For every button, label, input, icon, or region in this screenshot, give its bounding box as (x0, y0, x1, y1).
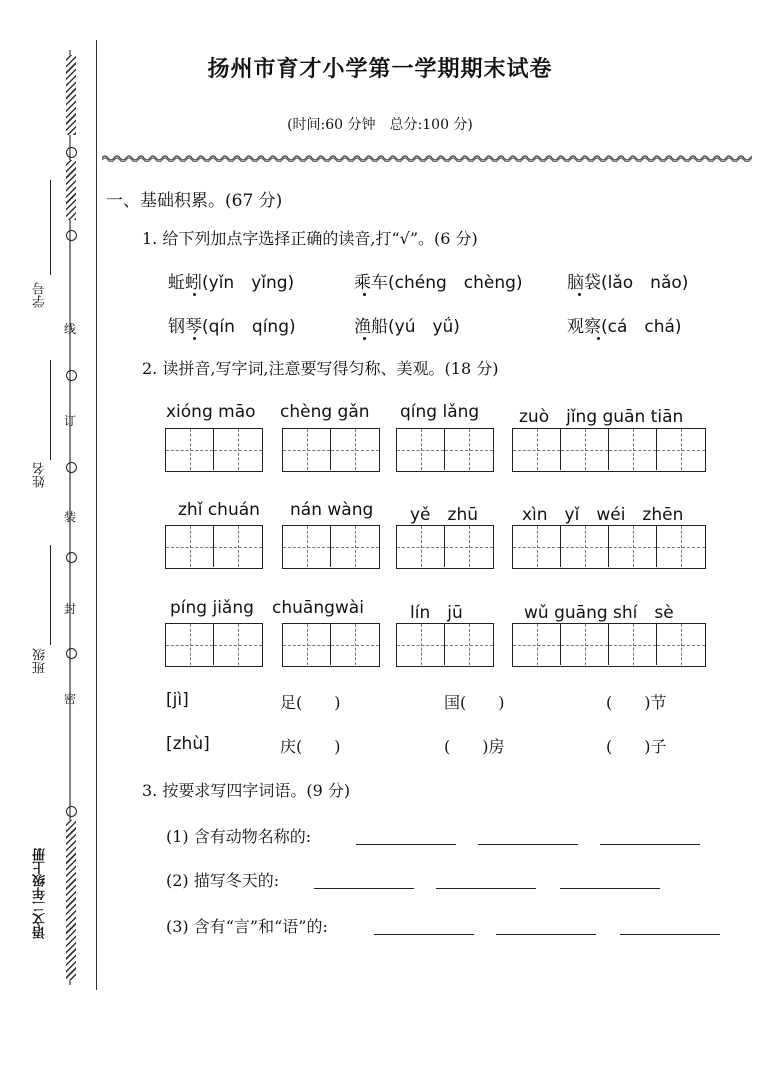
q2-prompt: 2. 读拼音,写字词,注意要写得匀称、美观。(18 分) (142, 359, 499, 378)
binding-rule (96, 40, 97, 990)
answer-line[interactable] (314, 888, 414, 889)
tianzige-grid[interactable] (512, 525, 706, 569)
emphasis-dot (193, 337, 196, 340)
q2-pinyin: lín jū (410, 603, 463, 623)
binding-mark: 订 (64, 414, 77, 428)
tianzige-grid[interactable] (512, 428, 706, 472)
q3-item: (1) 含有动物名称的: (166, 827, 312, 846)
q2-pinyin: chuāngwài (272, 598, 364, 618)
tianzige-grid[interactable] (165, 623, 263, 667)
q3-item: (2) 描写冬天的: (166, 871, 280, 890)
fill-blank[interactable]: 国( ) (444, 693, 505, 712)
emphasis-dot (363, 337, 366, 340)
q1-item[interactable]: 脑袋(lǎo nǎo) (567, 273, 689, 293)
q1-item[interactable]: 钢琴(qín qíng) (168, 317, 296, 337)
q2-pinyin: xióng māo (166, 402, 256, 422)
emphasis-dot (597, 337, 600, 340)
q1-item[interactable]: 渔船(yú yǘ) (354, 317, 460, 337)
answer-line[interactable] (620, 934, 720, 935)
emphasis-dot (363, 293, 366, 296)
q2-pinyin: wǔ guāng shí sè (524, 603, 674, 623)
header-wavy-divider (102, 154, 752, 162)
answer-line[interactable] (436, 888, 536, 889)
q2-pinyin: zuò jǐng guān tiān (519, 407, 684, 427)
emphasis-dot (193, 293, 196, 296)
q2-pinyin: zhǐ chuán (178, 500, 260, 520)
binding-hole (66, 462, 77, 473)
tianzige-grid[interactable] (165, 525, 263, 569)
q2-pinyin: yě zhū (410, 505, 478, 525)
binding-mark: 线 (64, 322, 77, 336)
xingming-label: 姓名 (33, 462, 48, 488)
binding-hole (66, 552, 77, 563)
answer-line[interactable] (560, 888, 660, 889)
fill-pinyin-label: [jì] (166, 690, 189, 710)
tianzige-grid[interactable] (165, 428, 263, 472)
q2-pinyin: xìn yǐ wéi zhēn (522, 505, 684, 525)
q2-pinyin: píng jiǎng (170, 598, 254, 618)
fill-blank[interactable]: ( )子 (606, 737, 667, 756)
tianzige-grid[interactable] (396, 428, 494, 472)
fill-blank[interactable]: ( )节 (606, 693, 667, 712)
tianzige-grid[interactable] (512, 623, 706, 667)
xingming-field[interactable] (50, 360, 51, 460)
banji-field[interactable] (50, 545, 51, 645)
binding-mark: 密 (64, 692, 77, 706)
q1-item[interactable]: 观察(cá chá) (567, 317, 682, 337)
book-label: 语文二年级上册 (33, 848, 48, 939)
binding-slash-2 (66, 820, 76, 980)
binding-hole (66, 147, 77, 158)
binding-slash-1 (66, 160, 76, 220)
answer-line[interactable] (496, 934, 596, 935)
q1-item[interactable]: 蚯蚓(yǐn yǐng) (168, 273, 295, 293)
q3-item: (3) 含有“言”和“语”的: (166, 917, 328, 936)
binding-hole (66, 806, 77, 817)
fill-pinyin-label: [zhù] (166, 734, 210, 754)
tianzige-grid[interactable] (396, 623, 494, 667)
binding-hole (66, 648, 77, 659)
q2-pinyin: nán wàng (290, 500, 374, 520)
q2-pinyin: qíng lǎng (400, 402, 480, 422)
xuehao-label: 学号 (33, 282, 48, 308)
tianzige-grid[interactable] (282, 428, 380, 472)
binding-hole (66, 370, 77, 381)
fill-blank[interactable]: 庆( ) (280, 737, 341, 756)
fill-blank[interactable]: 足( ) (280, 693, 341, 712)
tianzige-grid[interactable] (282, 525, 380, 569)
exam-subtitle: (时间:60 分钟 总分:100 分) (287, 117, 473, 133)
q1-item[interactable]: 乘车(chéng chèng) (354, 273, 523, 293)
answer-line[interactable] (374, 934, 474, 935)
fill-blank[interactable]: ( )房 (444, 737, 505, 756)
answer-line[interactable] (356, 844, 456, 845)
exam-title: 扬州市育才小学第一学期期末试卷 (207, 56, 553, 82)
binding-hole (66, 230, 77, 241)
binding-mark: 封 (64, 602, 77, 616)
q2-pinyin: chèng gǎn (280, 402, 370, 422)
binding-mark: 装 (64, 510, 77, 524)
banji-label: 班级 (33, 648, 48, 674)
tianzige-grid[interactable] (282, 623, 380, 667)
tianzige-grid[interactable] (396, 525, 494, 569)
q1-prompt: 1. 给下列加点字选择正确的读音,打“√”。(6 分) (142, 229, 478, 248)
section1-heading: 一、基础积累。(67 分) (106, 191, 283, 211)
emphasis-dot (578, 293, 581, 296)
answer-line[interactable] (478, 844, 578, 845)
answer-line[interactable] (600, 844, 700, 845)
q3-prompt: 3. 按要求写四字词语。(9 分) (142, 781, 351, 800)
xuehao-field[interactable] (50, 180, 51, 275)
